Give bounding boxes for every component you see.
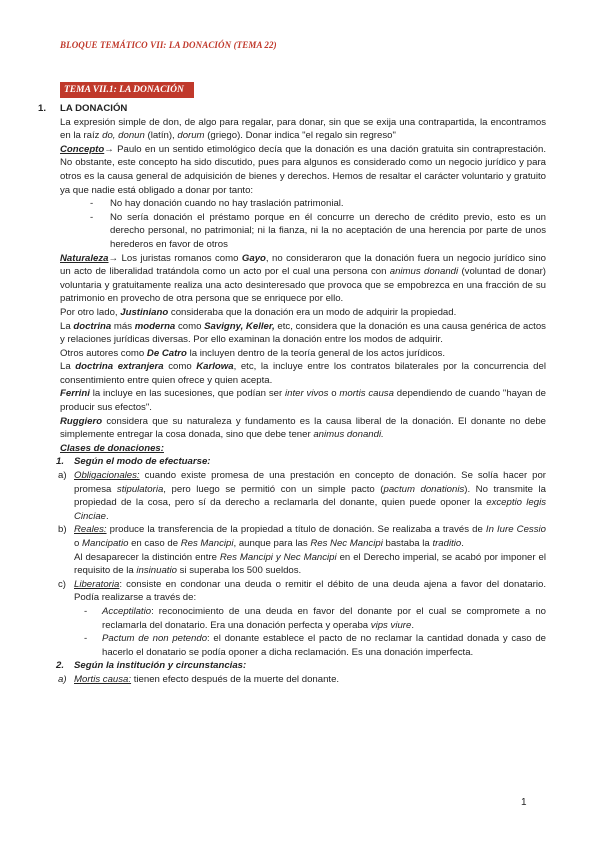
clase-heading-2: 2. Según la institución y circunstancias:	[56, 660, 247, 672]
clases-heading: Clases de donaciones:	[60, 442, 164, 454]
concepto-dash-item: - No hay donación cuando no hay traslación patrimonial.	[90, 198, 344, 210]
list-item-liberatoria: c) Liberatoria: consiste en condonar una deuda o remitir el débito de una deuda ajena a favor del donatario. Podía realizarse a través de:	[58, 578, 546, 604]
paragraph-ferrini: Ferrini la incluye en las sucesiones, que podían ser inter vivos o mortis causa dependiendo de cuando "hayan de producir sus efectos".	[60, 388, 546, 414]
document-body	[38, 102, 546, 687]
section-heading: 1. LA DONACIÓN	[38, 103, 128, 114]
list-item-reales-continued: Al desaparecer la distinción entre Res Mancipi y Nec Mancipi en el Derecho imperial, se acabó por imponer el requisito de la insinuatio si superaba los 500 sueldos.	[74, 551, 546, 577]
paragraph-doctrina-extranjera: La doctrina extranjera como Karlowa, etc, la incluye entre los contratos bilaterales por la concurrencia del consentimiento entre quien ofrece y quien acepta.	[60, 361, 546, 386]
page-header: BLOQUE TEMÁTICO VII: LA DONACIÓN (TEMA 22)	[60, 40, 277, 50]
section-title-badge: TEMA VII.1: LA DONACIÓN	[60, 82, 194, 98]
list-item-mortis-causa: a) Mortis causa: tienen efecto después de la muerte del donante.	[58, 673, 340, 685]
paragraph-ruggiero: Ruggiero considera que su naturaleza y fundamento es la causa liberal de la donación. El donante no debe simplemente entregar la cosa donada, sino que debe tener animus donandi.	[60, 415, 546, 441]
paragraph-doctrina-moderna: La doctrina más moderna como Savigny, Keller, etc, considera que la donación es una causa genérica de actos y relaciones jurídicas diversas. Por ello examinan la donación entre los modos de adquirir.	[60, 320, 546, 346]
liberatoria-dash-item: - Acceptilatio: reconocimiento de una deuda en favor del donante por el cual se compromete a no reclamarla del donatario. Era una donación perfecta y operaba vips viure.	[84, 605, 546, 631]
paragraph-intro: La expresión simple de don, de algo para regalar, para donar, sin que se exija una contrapartida, la encontramos en la raíz do, donun (latín), dorum (griego). Donar indica "el regalo sin regreso"	[60, 116, 546, 142]
paragraph-concepto: Concepto→ Paulo en un sentido etimológico decía que la donación es una dación gratuita sin contraprestación. No obstante, este concepto ha sido discutido, pues para algunos es considerado como un negocio jurídico y para otros es la causa general de adquisición de bienes y derechos. Hemos de resaltar el carácter voluntario y gratuito ya que nadie está obligado a donar por tanto:	[60, 143, 546, 196]
page-number: 1	[521, 797, 527, 808]
paragraph-justiniano: Por otro lado, Justiniano consideraba que la donación era un modo de adquirir la propiedad.	[60, 306, 457, 318]
clase-heading-1: 1. Según el modo de efectuarse:	[56, 456, 211, 468]
liberatoria-dash-item: - Pactum de non petendo: el donante establece el pacto de no reclamar la cantidad donada y caso de hacerlo el donatario se podía oponer a dicha reclamación. Es una donación imperfecta.	[84, 633, 546, 658]
paragraph-otros-autores: Otros autores como De Catro la incluyen dentro de la teoría general de los actos jurídicos.	[60, 347, 446, 359]
concepto-dash-item: - No sería donación el préstamo porque en él concurre un derecho de crédito previo, esto es un derecho personal, no patrimonial; ni la fianza, ni la no aceptación de una herencia por parte de unos herederos en favor de otros	[90, 211, 546, 250]
list-item-obligacionales: a) Obligacionales: cuando existe promesa de una prestación en concepto de donación. Se solía hacer por promesa stipulatoria, pero luego se permitió con un simple pacto (pactum donationis). No transmite la propiedad de la cosa, pero sí da derecho a reclamarla del donante, quien puede oponer la exceptio legis Cinciae.	[58, 470, 546, 522]
paragraph-naturaleza: Naturaleza→ Los juristas romanos como Gayo, no consideraron que la donación fuera un negocio jurídico sino un acto de liberalidad tratándola como un acto por el cual una persona con animus donandi (voluntad de donar) voluntaria y gratuitamente realiza una acto desinteresado que provoca que se empobrezca en una fracción de su patrimonio en provecho de otra persona que se enriquece por ello.	[60, 252, 547, 305]
list-item-reales: b) Reales: produce la transferencia de la propiedad a título de donación. Se realizaba a través de In Iure Cessio o Mancipatio en caso de Res Mancipi, aunque para las Res Nec Mancipi bastaba la traditio.	[58, 524, 546, 549]
